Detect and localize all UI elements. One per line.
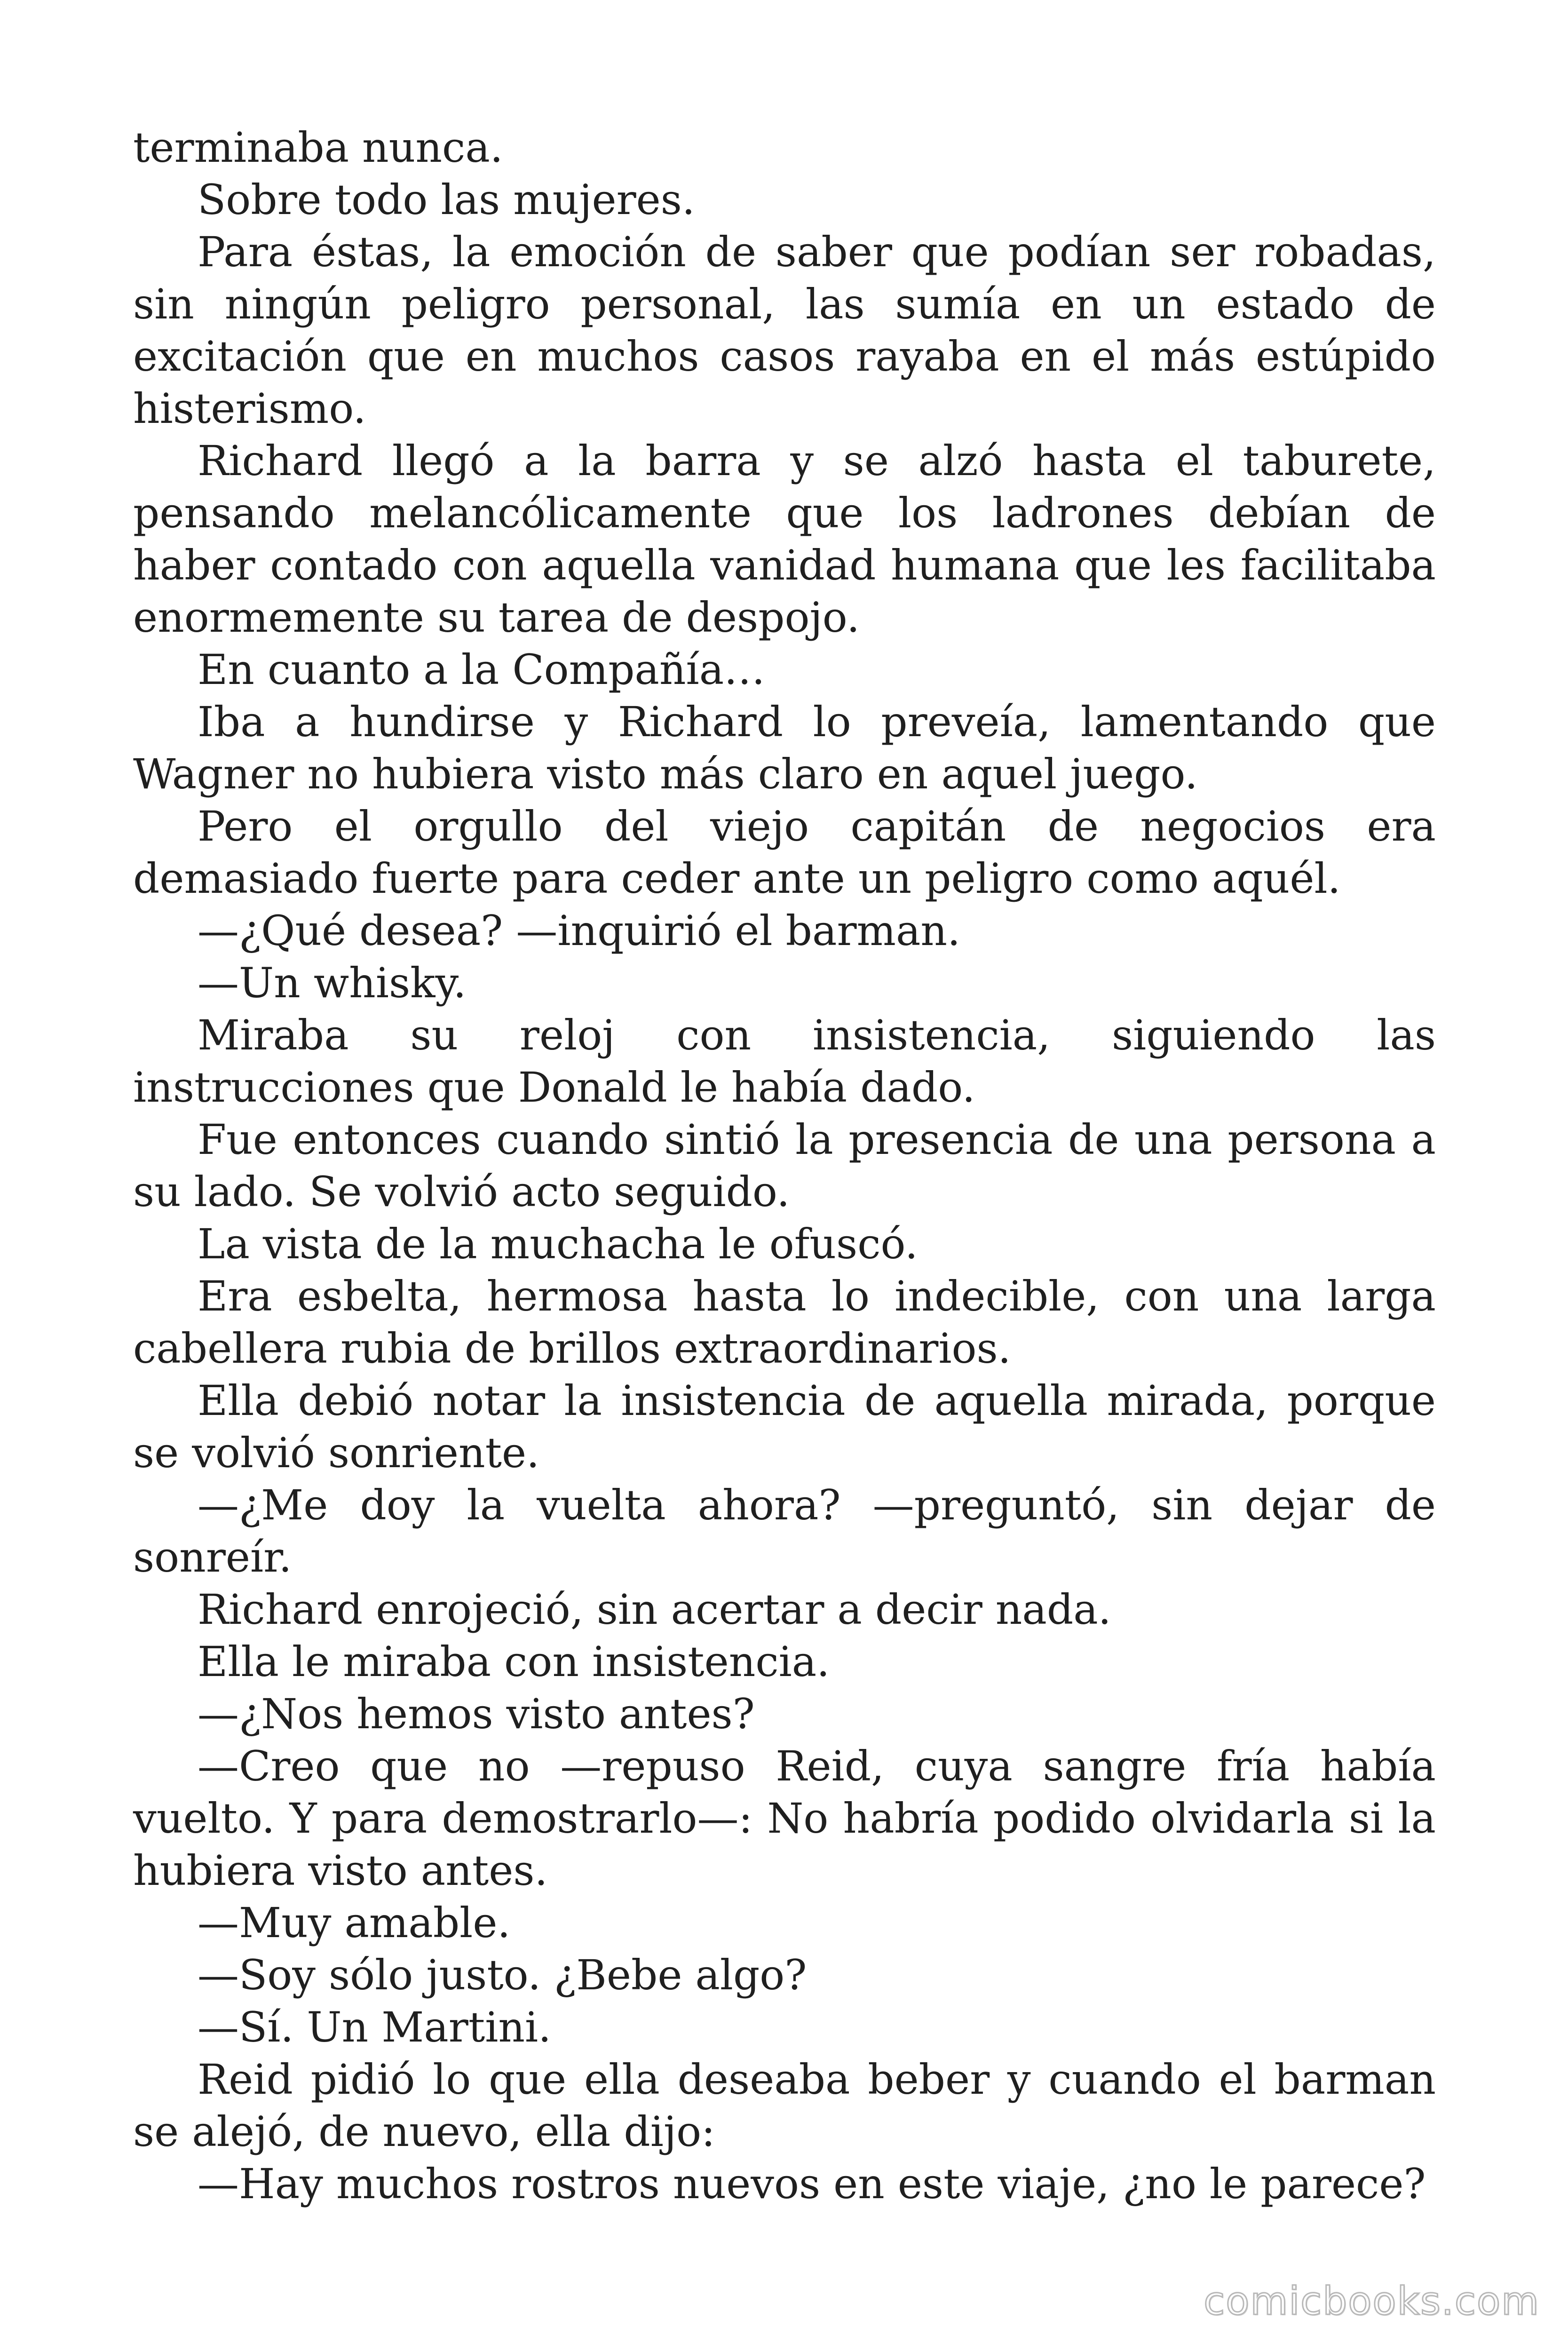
- paragraph: —Un whisky.: [198, 959, 467, 1007]
- paragraph: terminaba nunca.: [133, 123, 503, 172]
- page-body: [133, 121, 1436, 2210]
- paragraph: En cuanto a la Compañía…: [198, 645, 766, 694]
- paragraph: Era esbelta, hermosa hasta lo indecible, con una larga cabellera rubia de brillos extraordinarios.: [133, 1272, 1436, 1373]
- paragraph: La vista de la muchacha le ofuscó.: [198, 1220, 918, 1268]
- paragraph: Miraba su reloj con insistencia, siguiendo las instrucciones que Donald le había dado.: [133, 1011, 1436, 1112]
- paragraph: Reid pidió lo que ella deseaba beber y cuando el barman se alejó, de nuevo, ella dijo:: [133, 2055, 1436, 2156]
- paragraph: —¿Qué desea? —inquirió el barman.: [198, 906, 961, 955]
- paragraph: —Soy sólo justo. ¿Bebe algo?: [198, 1951, 807, 1999]
- watermark: comicbooks.com: [1204, 2279, 1540, 2324]
- paragraph: Sobre todo las mujeres.: [198, 175, 695, 224]
- paragraph: —Muy amable.: [198, 1899, 511, 1947]
- paragraph: Pero el orgullo del viejo capitán de negocios era demasiado fuerte para ceder ante un peligro como aquél.: [133, 802, 1436, 903]
- paragraph: Iba a hundirse y Richard lo preveía, lamentando que Wagner no hubiera visto más claro en aquel juego.: [133, 698, 1436, 798]
- paragraph: —Sí. Un Martini.: [198, 2003, 552, 2051]
- paragraph: —¿Me doy la vuelta ahora? —preguntó, sin dejar de sonreír.: [133, 1481, 1436, 1581]
- paragraph: Ella le miraba con insistencia.: [198, 1637, 830, 1686]
- paragraph: —Hay muchos rostros nuevos en este viaje, ¿no le parece?: [198, 2160, 1426, 2208]
- paragraph: Ella debió notar la insistencia de aquella mirada, porque se volvió sonriente.: [133, 1376, 1436, 1477]
- paragraph: —¿Nos hemos visto antes?: [198, 1690, 755, 1738]
- paragraph: —Creo que no —repuso Reid, cuya sangre fría había vuelto. Y para demostrarlo—: No habría podido olvidarla si la hubiera visto antes.: [133, 1742, 1436, 1895]
- paragraph: Richard llegó a la barra y se alzó hasta el taburete, pensando melancólicamente que los ladrones debían de haber contado con aquella vanidad humana que les facilitaba enormemente su tarea de despojo.: [133, 437, 1436, 642]
- paragraph: Richard enrojeció, sin acertar a decir nada.: [198, 1585, 1111, 1634]
- paragraph: Para éstas, la emoción de saber que podían ser robadas, sin ningún peligro personal, las sumía en un estado de excitación que en muchos casos rayaba en el más estúpido histerismo.: [133, 228, 1436, 433]
- paragraph: Fue entonces cuando sintió la presencia de una persona a su lado. Se volvió acto seguido.: [133, 1115, 1436, 1216]
